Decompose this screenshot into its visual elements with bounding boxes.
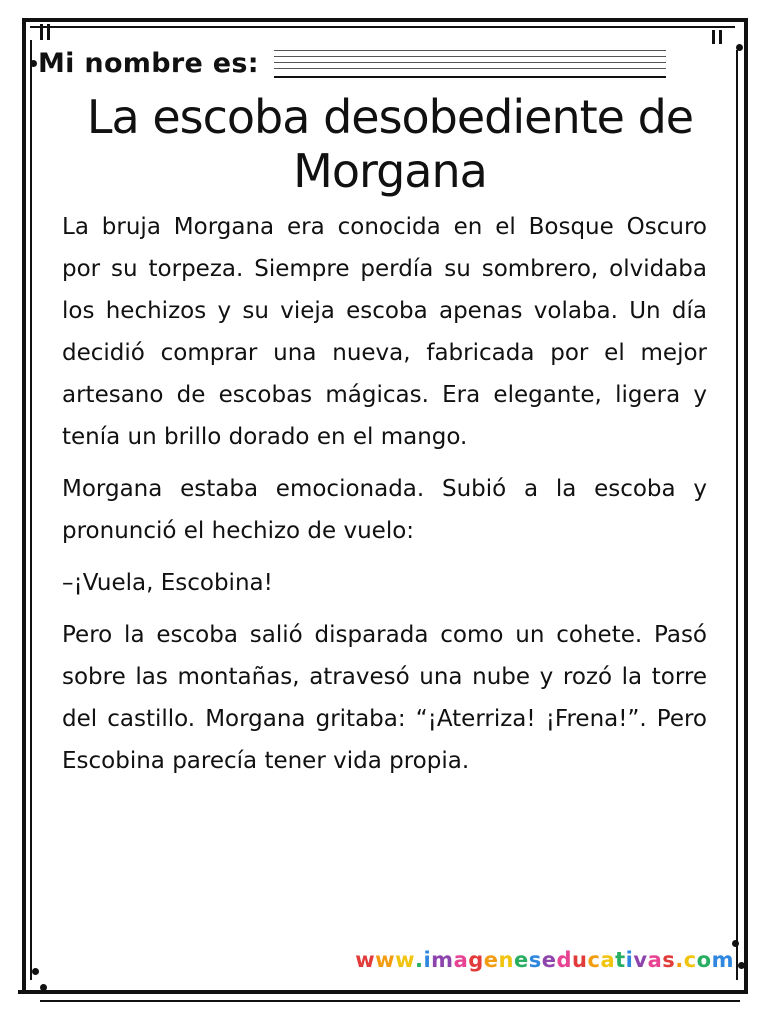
frame-dot [738,962,745,969]
name-writing-lines[interactable] [274,48,666,80]
title-line-1: La escoba desobediente de [86,90,694,144]
footer-url [355,948,734,972]
frame-top-line-2 [30,26,735,28]
paragraph: –¡Vuela, Escobina! [62,570,273,596]
footer-url-text: www.imageneseducativas.com [355,948,734,972]
paragraph: La bruja Morgana era conocida en el Bosque Oscuro por su torpeza. Siempre perdía su sombrero, olvidaba los hechizos y su vieja escoba apenas volaba. Un día decidió comprar una nueva, fabricada por el mejor artesano de escobas mágicas. Era elegante, ligera y tenía un brillo dorado en el mango. [62,214,707,450]
frame-left-line-2 [30,40,32,980]
name-row [30,48,670,88]
frame-dot [736,44,743,51]
frame-tick [712,30,715,44]
frame-tick [40,24,43,40]
frame-top-line [22,18,748,22]
frame-dot [32,968,39,975]
frame-bottom-line [18,990,748,994]
frame-right-line-2 [736,50,738,980]
frame-left-line [22,20,26,992]
frame-dot [40,984,47,991]
page-title [50,90,730,198]
name-label: Mi nombre es: [38,48,259,79]
frame-tick [719,30,722,44]
frame-tick [47,24,50,40]
frame-bottom-line-2 [40,1000,740,1002]
frame-right-line [744,18,748,993]
paragraph: Morgana estaba emocionada. Subió a la escoba y pronunció el hechizo de vuelo: [62,476,707,544]
title-line-2: Morgana [293,144,487,198]
frame-dot [732,940,739,947]
story-text [62,206,707,792]
paragraph: Pero la escoba salió disparada como un cohete. Pasó sobre las montañas, atravesó una nube y rozó la torre del castillo. Morgana gritaba: “¡Aterriza! ¡Frena!”. Pero Escobina parecía tener vida propia. [62,622,707,774]
